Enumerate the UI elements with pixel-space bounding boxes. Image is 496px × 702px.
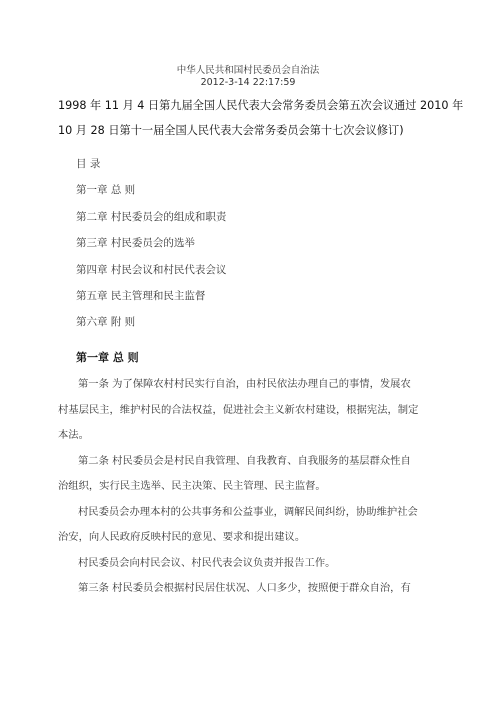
text-line: 第二条 村民委员会是村民自我管理、自我教育、自我服务的基层群众性自 bbox=[78, 454, 411, 467]
text-line: 第三条 村民委员会根据村民居住状况、人口多少，按照便于群众自治，有 bbox=[78, 582, 411, 594]
toc-item: 第一章 总 则 bbox=[76, 184, 136, 197]
body-text bbox=[58, 372, 448, 602]
text-line: 治组织，实行民主选举、民主决策、民主管理、民主监督。 bbox=[58, 480, 326, 492]
toc-item: 第四章 村民会议和村民代表会议 bbox=[76, 263, 227, 276]
intro-line: 1998 年 11 月 4 日第九届全国人民代表大会常务委员会第五次会议通过 2010 年 bbox=[58, 99, 464, 112]
text-line: 治安，向人民政府反映村民的意见、要求和提出建议。 bbox=[58, 531, 306, 543]
toc-item: 第五章 民主管理和民主监督 bbox=[76, 289, 206, 302]
table-of-contents bbox=[76, 158, 226, 343]
document-title: 中华人民共和国村民委员会自治法 bbox=[176, 65, 320, 76]
text-line: 村基层民主，维护村民的合法权益，促进社会主义新农村建设，根据宪法，制定 bbox=[58, 403, 419, 416]
intro-line: 10 月 28 日第十一届全国人民代表大会常务委员会第十七次会议修订) bbox=[58, 124, 404, 137]
document-date: 2012-3-14 22:17:59 bbox=[200, 77, 296, 88]
text-line: 村民委员会向村民会议、村民代表会议负责并报告工作。 bbox=[78, 556, 336, 569]
intro-text bbox=[58, 93, 464, 143]
paragraph bbox=[58, 500, 448, 551]
toc-item: 第三章 村民委员会的选举 bbox=[76, 237, 195, 250]
toc-item: 第六章 附 则 bbox=[76, 316, 136, 329]
toc-heading: 目 录 bbox=[76, 158, 101, 170]
paragraph bbox=[58, 449, 448, 500]
text-line: 第一条 为了保障农村村民实行自治，由村民依法办理自己的事情，发展农 bbox=[78, 378, 411, 390]
paragraph bbox=[58, 372, 448, 449]
chapter-heading: 第一章 总 则 bbox=[76, 351, 139, 364]
paragraph bbox=[58, 576, 448, 602]
text-line: 村民委员会办理本村的公共事务和公益事业，调解民间纠纷，协助维护社会 bbox=[78, 505, 418, 518]
text-line: 本法。 bbox=[58, 429, 89, 441]
toc-item: 第二章 村民委员会的组成和职责 bbox=[76, 210, 227, 223]
paragraph bbox=[58, 551, 448, 577]
